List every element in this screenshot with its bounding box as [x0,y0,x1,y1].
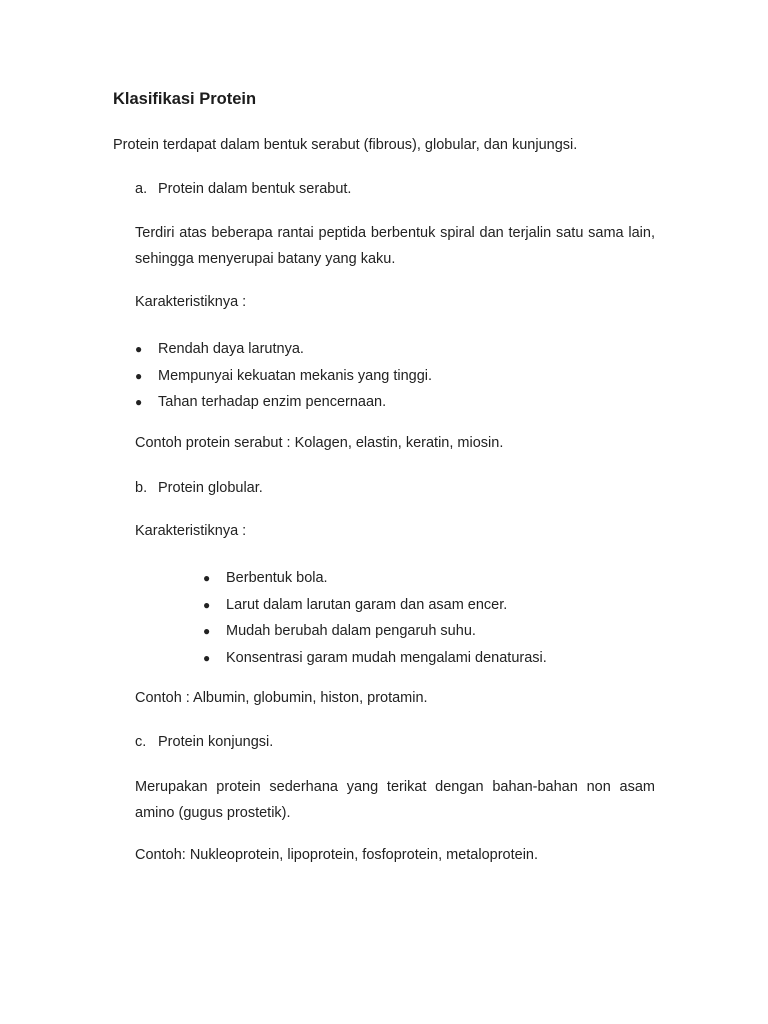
section-a-marker: a. [135,181,148,197]
section-b-title: Protein globular. [158,480,263,496]
section-c-example: Contoh: Nukleoprotein, lipoprotein, fosfoprotein, metaloprotein. [135,847,539,863]
section-a-title: Protein dalam bentuk serabut. [158,181,352,197]
section-a-description: Terdiri atas beberapa rantai peptida berbentuk spiral dan terjalin satu sama lain, sehingga menyerupai batany yang kaku. [135,225,655,267]
bullet-icon: ● [203,597,211,612]
section-b-example: Contoh : Albumin, globumin, histon, protamin. [135,690,428,706]
section-b-marker: b. [135,480,148,496]
section-a-characteristics-label: Karakteristiknya : [135,294,247,310]
document-title: Klasifikasi Protein [113,90,257,108]
list-item-text: Tahan terhadap enzim pencernaan. [158,394,387,410]
section-a-heading [135,181,351,197]
list-item-text: Larut dalam larutan garam dan asam encer. [226,596,508,613]
bullet-icon: ● [203,650,211,665]
section-c-title: Protein konjungsi. [158,734,274,750]
bullet-icon: ● [135,342,143,356]
section-c-marker: c. [135,734,147,750]
bullet-icon: ● [135,395,143,409]
intro-paragraph: Protein terdapat dalam bentuk serabut (fibrous), globular, dan kunjungsi. [113,137,578,153]
section-b-heading [135,480,263,496]
section-b-characteristics-label: Karakteristiknya : [135,523,247,539]
list-item-text: Berbentuk bola. [226,570,328,586]
bullet-icon: ● [203,624,211,638]
bullet-icon: ● [135,368,143,383]
list-item-text: Konsentrasi garam mudah mengalami denaturasi. [226,649,547,666]
section-c-description: Merupakan protein sederhana yang terikat dengan bahan-bahan non asam amino (gugus prostetik). [135,779,655,821]
section-a-example: Contoh protein serabut : Kolagen, elastin, keratin, miosin. [135,435,504,451]
bullet-icon: ● [203,571,211,585]
list-item-text: Mempunyai kekuatan mekanis yang tinggi. [158,367,433,384]
list-item-text: Mudah berubah dalam pengaruh suhu. [226,623,476,639]
section-c-heading [135,734,273,750]
list-item-text: Rendah daya larutnya. [158,341,304,357]
